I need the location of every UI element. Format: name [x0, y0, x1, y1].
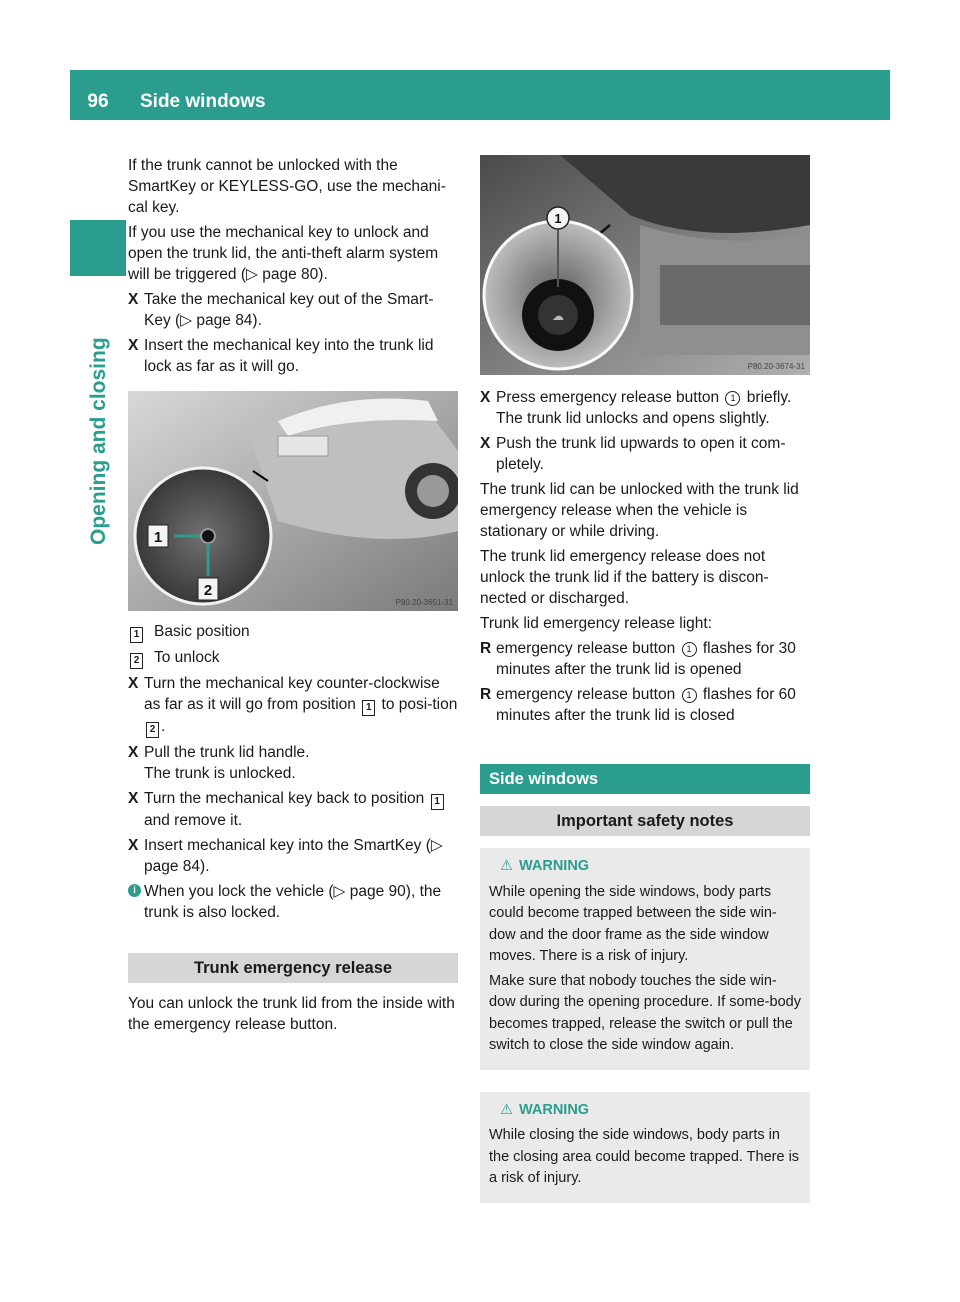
step-push-lid: X Push the trunk lid upwards to open it com-pletely.	[480, 435, 786, 473]
subsection-heading-safety: Important safety notes	[480, 806, 810, 836]
trunk-lock-illustration	[128, 391, 458, 611]
step-turn-back: X Turn the mechanical key back to position 1 and remove it.	[128, 788, 458, 831]
header-title: Side windows	[140, 91, 266, 112]
warning-title: ⚠ WARNING	[500, 858, 590, 874]
bullet-item: R emergency release button 1 flashes for 30 minutes after the trunk lid is opened	[480, 640, 796, 678]
info-note: i When you lock the vehicle (▷ page 90), the trunk is also locked.	[128, 881, 458, 923]
svg-text:☁: ☁	[552, 309, 564, 323]
warning-box	[480, 1092, 810, 1203]
section-heading-side-windows: Side windows	[480, 764, 810, 794]
warning-icon: ⚠	[500, 858, 513, 874]
intro-paragraph: If the trunk cannot be unlocked with the SmartKey or KEYLESS-GO, use the mechani-cal key.	[128, 157, 446, 216]
step-pull-handle: X Pull the trunk lid handle. The trunk is unlocked.	[128, 744, 310, 782]
figure-emergency-button	[480, 155, 810, 375]
right-column	[480, 155, 810, 1203]
callout-2: 2	[203, 582, 213, 599]
warning-text: Make sure that nobody touches the side win-dow during the opening procedure. If some-body becomes trapped, release the switch or pull the switch to close the side window again.	[489, 972, 801, 1053]
warning-text: While opening the side windows, body parts could become trapped between the side win-dow and the door frame as the side window moves. There is a risk of injury.	[489, 883, 777, 964]
chapter-label: Opening and closing	[87, 337, 110, 545]
callout-1: 1	[153, 529, 163, 546]
paragraph: Trunk lid emergency release light:	[480, 615, 713, 632]
section-heading-trunk-emergency: Trunk emergency release	[128, 953, 458, 983]
legend-item: 2 To unlock	[128, 647, 458, 669]
step-insert-smartkey: X Insert mechanical key into the SmartKey (▷ page 84).	[128, 837, 443, 875]
figure-code: P80.20-3674-31	[747, 362, 805, 371]
figure-trunk-lock	[128, 391, 458, 611]
warning-box	[480, 848, 810, 1070]
step-marker: X	[128, 337, 139, 354]
figure-code: P80.20-3651-31	[395, 598, 453, 607]
step-press-button: X Press emergency release button 1 briefly. The trunk lid unlocks and opens slightly.	[480, 389, 792, 427]
emergency-release-illustration	[480, 155, 810, 375]
paragraph: The trunk lid can be unlocked with the trunk lid emergency release when the vehicle is stationary or while driving.	[480, 481, 799, 540]
bullet-item: R emergency release button 1 flashes for 60 minutes after the trunk lid is closed	[480, 686, 796, 724]
warning-title: ⚠ WARNING	[500, 1101, 590, 1118]
section-text: You can unlock the trunk lid from the inside with the emergency release button.	[128, 995, 455, 1033]
alarm-paragraph: If you use the mechanical key to unlock and open the trunk lid, the anti-theft alarm system will be triggered (▷ page 80).	[128, 224, 439, 283]
chapter-tab	[70, 220, 126, 276]
page-number: 96	[87, 91, 109, 112]
step-turn-key: X Turn the mechanical key counter-clockwise as far as it will go from position 1 to posi-tion 2 .	[128, 673, 458, 738]
step-take-key: X Take the mechanical key out of the Smart-Key (▷ page 84).	[128, 291, 434, 329]
left-column	[128, 155, 458, 1039]
callout-1: 1	[554, 211, 562, 226]
step-marker: X	[128, 291, 139, 308]
step-insert-key: X Insert the mechanical key into the trunk lid lock as far as it will go.	[128, 337, 434, 375]
warning-icon: ⚠	[500, 1101, 513, 1118]
warning-text: While closing the side windows, body parts in the closing area could become trapped. There is a risk of injury.	[489, 1127, 800, 1186]
paragraph: The trunk lid emergency release does not unlock the trunk lid if the battery is discon-nected or discharged.	[480, 548, 769, 607]
info-icon: i	[128, 884, 141, 897]
legend-item: 1 Basic position	[128, 621, 458, 643]
